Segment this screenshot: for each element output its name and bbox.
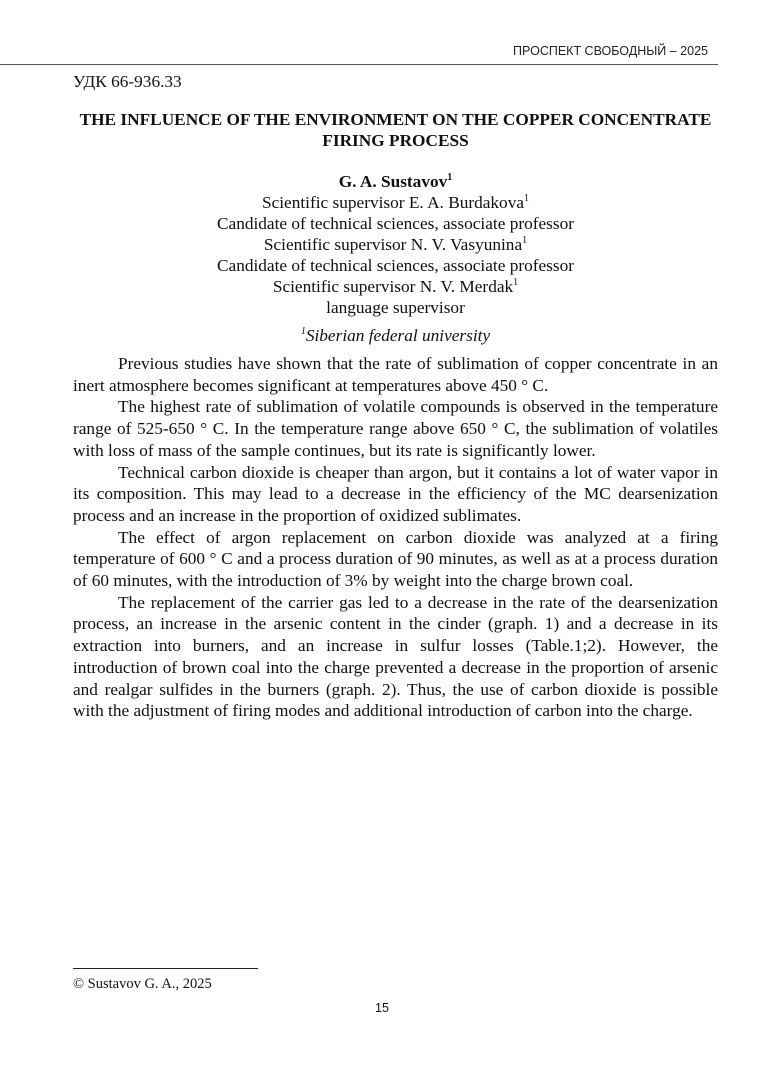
footnote: © Sustavov G. A., 2025	[73, 976, 212, 992]
header-divider	[0, 64, 718, 65]
line-text: language supervisor	[326, 298, 465, 317]
line-sup: 1	[524, 193, 530, 205]
supervisor-line	[73, 213, 718, 234]
udk-code: УДК 66-936.33	[73, 72, 182, 91]
line-text: Candidate of technical sciences, associate professor	[217, 214, 574, 233]
paragraph: Previous studies have shown that the rate of sublimation of copper concentrate in an inert atmosphere becomes significant at temperatures above 450 ° C.	[73, 354, 718, 395]
line-sup: 1	[522, 235, 528, 247]
article-title: THE INFLUENCE OF THE ENVIRONMENT ON THE COPPER CONCENTRATE FIRING PROCESS	[79, 110, 712, 150]
paragraph: Technical carbon dioxide is cheaper than argon, but it contains a lot of water vapor in its composition. This may lead to a decrease in the efficiency of the MC dearsenization process and an increase in the proportion of oxidized sublimates.	[73, 462, 718, 525]
author-sup: 1	[447, 172, 453, 184]
article-body	[73, 353, 718, 722]
line-text: Scientific supervisor N. V. Vasyunina	[263, 235, 523, 254]
footnote-divider	[73, 968, 258, 969]
paragraph: The highest rate of sublimation of volatile compounds is observed in the temperature range of 525-650 ° C. In the temperature range above 650 ° C, the sublimation of volatiles with loss of mass of the sample continues, but its rate is significantly lower.	[73, 397, 718, 460]
paragraph: The replacement of the carrier gas led to a decrease in the rate of the dearsenization process, an increase in the arsenic content in the cinder (graph. 1) and a decrease in its extraction into burners, and an increase in sulfur losses (Table.1;2). However, the introduction of brown coal into the charge prevented a decrease in the proportion of arsenic and realgar sulfides in the burners (graph. 2). Thus, the use of carbon dioxide is possible with the adjustment of firing modes and additional introduction of carbon into the charge.	[73, 592, 718, 721]
author-name-text: G. A. Sustavov	[338, 172, 448, 191]
authors-block	[73, 171, 718, 346]
page-number: 15	[375, 1001, 389, 1015]
supervisor-line	[73, 192, 718, 213]
line-text: Candidate of technical sciences, associate professor	[217, 256, 574, 275]
paragraph: The effect of argon replacement on carbon dioxide was analyzed at a firing temperature of 600 ° C and a process duration of 90 minutes, as well as at a process duration of 60 minutes, with the introduction of 3% by weight into the charge brown coal.	[73, 527, 718, 591]
author-name	[73, 171, 718, 192]
affiliation-sup: 1	[300, 326, 306, 338]
running-header: ПРОСПЕКТ СВОБОДНЫЙ – 2025	[513, 44, 708, 58]
affiliation-text: Siberian federal university	[305, 326, 491, 345]
supervisor-line	[73, 297, 718, 318]
affiliation	[73, 325, 718, 346]
line-text: Scientific supervisor E. A. Burdakova	[261, 193, 525, 212]
supervisor-line	[73, 276, 718, 297]
line-sup: 1	[513, 277, 519, 289]
supervisor-line	[73, 234, 718, 255]
supervisor-line	[73, 255, 718, 276]
line-text: Scientific supervisor N. V. Merdak	[272, 277, 514, 296]
